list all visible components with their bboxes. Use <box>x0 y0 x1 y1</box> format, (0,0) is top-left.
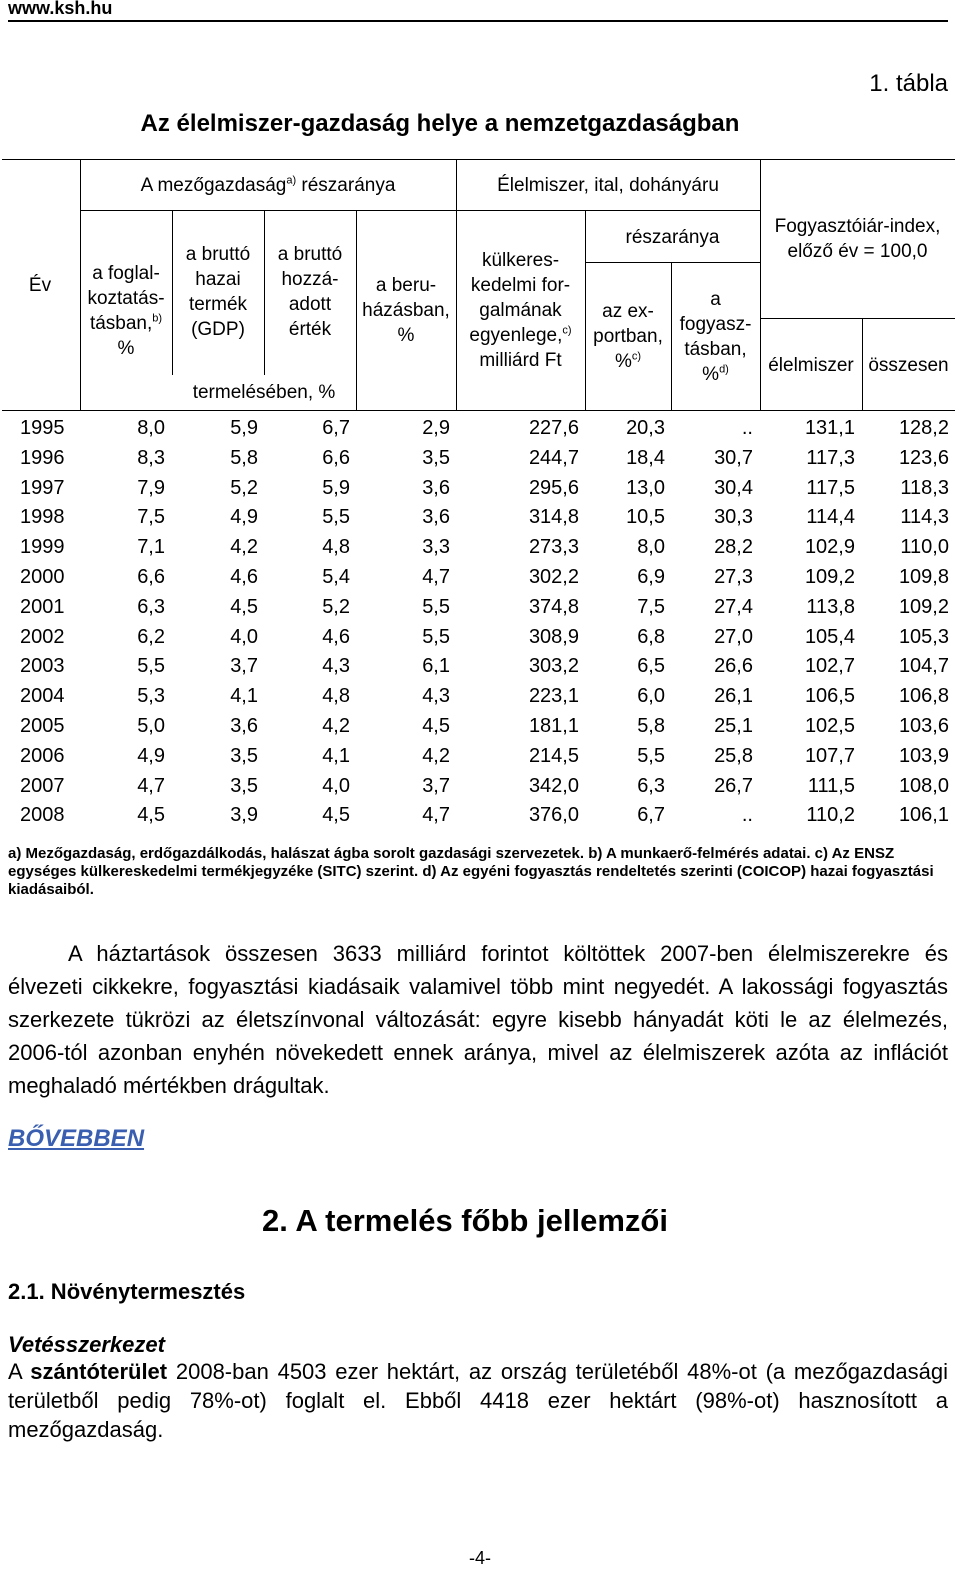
table-cell: 5,5 <box>322 506 350 529</box>
table-cell: 3,6 <box>422 476 450 499</box>
table-cell: 8,0 <box>637 536 665 559</box>
year-cell: 1997 <box>20 476 65 499</box>
table-cell: 106,1 <box>898 804 949 827</box>
table-cell: 8,0 <box>137 417 165 439</box>
table-cell: 5,0 <box>137 715 165 737</box>
table-cell: 102,5 <box>804 715 855 737</box>
table-cell: 7,5 <box>137 506 165 529</box>
header-ev: Év <box>28 275 52 296</box>
table-cell: 26,6 <box>714 655 753 678</box>
table-cell: 6,5 <box>637 655 665 678</box>
table-row <box>0 566 960 596</box>
table-cell: 5,9 <box>230 417 258 439</box>
table-row <box>0 596 960 626</box>
table-row <box>0 685 960 715</box>
table-row <box>0 447 960 477</box>
header-elelmiszer-group: Élelmiszer, ital, dohányáru <box>497 175 719 196</box>
table-cell: 5,8 <box>230 446 258 469</box>
header-line: milliárd Ft <box>479 350 562 371</box>
table-cell: 18,4 <box>626 446 665 469</box>
table-cell: 4,8 <box>322 685 350 708</box>
table-cell: 3,9 <box>230 804 258 827</box>
table-row <box>0 536 960 566</box>
header-line: Fogyasztóiár-index, <box>774 216 941 237</box>
table-cell: 114,4 <box>806 506 855 529</box>
table-row <box>0 745 960 775</box>
table-cell: 30,3 <box>714 506 753 529</box>
table-cell: 314,8 <box>528 506 579 529</box>
table-cell: 6,0 <box>637 685 665 708</box>
table-cell: 3,6 <box>422 506 450 529</box>
table-row <box>0 477 960 507</box>
header-text: egyenlege, <box>469 325 563 346</box>
header-line: koztatás- <box>87 288 165 309</box>
table-cell: 109,2 <box>898 595 949 618</box>
table-cell: 4,6 <box>322 625 350 648</box>
footnote-marker: c) <box>562 324 572 337</box>
table-cell: 181,1 <box>528 715 579 737</box>
table-cell: 106,8 <box>898 685 949 708</box>
year-cell: 2002 <box>20 625 65 648</box>
table-cell: 102,9 <box>804 536 855 559</box>
table-cell: 5,8 <box>637 715 665 737</box>
table-cell: 7,1 <box>137 536 165 559</box>
table-cell: 3,7 <box>422 774 450 797</box>
header-line <box>671 362 760 387</box>
header-osszesen: összesen <box>868 355 949 376</box>
table-cell: 20,3 <box>626 417 665 439</box>
subsubsection-heading: Vetésszerkezet <box>8 1332 165 1357</box>
year-cell: 2001 <box>20 595 65 618</box>
header-line <box>585 349 671 374</box>
table-cell: 302,2 <box>528 566 579 588</box>
year-cell: 1999 <box>20 536 65 559</box>
header-line: előző év = 100,0 <box>787 241 928 262</box>
table-cell: 4,3 <box>422 685 450 708</box>
table-cell: 4,5 <box>230 595 258 618</box>
year-cell: 2004 <box>20 685 65 708</box>
header-line: külkeres- <box>481 250 560 271</box>
table-cell: 117,5 <box>806 476 855 499</box>
table-cell: 4,2 <box>230 536 258 559</box>
footnote-marker: c) <box>631 350 642 363</box>
table-cell: 118,3 <box>900 476 949 499</box>
header-text: tásban, <box>89 313 153 334</box>
header-line: termék <box>188 294 248 315</box>
table-cell: 110,0 <box>900 536 949 559</box>
year-cell: 1996 <box>20 446 65 469</box>
table-cell: 4,0 <box>322 774 350 797</box>
table-cell: 227,6 <box>528 417 579 439</box>
table-title-text: Az élelmiszer-gazdaság helye a nemzetgazdaságban <box>140 110 740 137</box>
table-cell: 7,9 <box>137 476 165 499</box>
header-line: fogyasz- <box>679 314 752 335</box>
table-cell: 26,7 <box>714 774 753 797</box>
table-cell: 5,4 <box>322 566 350 588</box>
table-row <box>0 655 960 685</box>
year-cell: 2006 <box>20 744 65 767</box>
header-text: A mezőgazdaság <box>140 175 287 196</box>
table-cell: 105,3 <box>898 625 949 648</box>
table-cell: 6,2 <box>137 625 165 648</box>
paragraph-szantoterulet <box>8 1357 948 1444</box>
header-line: hozzá- <box>281 269 339 290</box>
table-cell: 4,0 <box>230 625 258 648</box>
table-cell: 27,4 <box>714 595 753 618</box>
header-line: hazai <box>195 269 241 290</box>
table-cell: 3,3 <box>422 536 450 559</box>
table-number: 1. tábla <box>869 70 948 97</box>
table-cell: 4,7 <box>422 804 450 827</box>
table-title <box>0 110 960 138</box>
header-line <box>456 323 585 348</box>
table-row <box>0 626 960 656</box>
header-line <box>80 311 172 336</box>
table-cell: 109,8 <box>898 566 949 588</box>
table-cell: 295,6 <box>528 476 579 499</box>
table-cell: 108,0 <box>898 774 949 797</box>
table-cell: 114,3 <box>900 506 949 529</box>
table-cell: 5,9 <box>322 476 350 499</box>
header-line: az ex- <box>602 301 654 322</box>
site-url[interactable]: www.ksh.hu <box>8 0 113 18</box>
table-cell: 5,3 <box>137 685 165 708</box>
subsection-heading: 2.1. Növénytermesztés <box>8 1279 246 1304</box>
table-cell: 5,5 <box>137 655 165 678</box>
table-cell: 4,5 <box>137 804 165 827</box>
table-cell: 104,7 <box>898 655 949 678</box>
table-cell: 4,7 <box>137 774 165 797</box>
footnote-marker: b) <box>152 312 163 325</box>
header-line: a foglal- <box>92 263 160 284</box>
year-cell: 2008 <box>20 804 65 827</box>
table-cell: 6,9 <box>637 566 665 588</box>
table-cell: .. <box>741 417 753 439</box>
table-cell: 4,5 <box>322 804 350 827</box>
header-termeleseben: termelésében, % <box>192 382 336 403</box>
table-cell: 4,8 <box>322 536 350 559</box>
header-rule-reszaranya <box>585 262 760 263</box>
table-cell: 8,3 <box>137 446 165 469</box>
table-cell: 123,6 <box>898 446 949 469</box>
table-row <box>0 715 960 745</box>
table-row <box>0 804 960 834</box>
header-text: % <box>702 364 720 385</box>
header-mezogazdasag-group <box>80 173 456 198</box>
table-cell: 4,9 <box>230 506 258 529</box>
header-line: a bruttó <box>185 244 251 265</box>
table-cell: 25,1 <box>714 715 753 737</box>
table-cell: 113,8 <box>806 595 855 618</box>
table-cell: 128,2 <box>898 417 949 439</box>
table-cell: 6,6 <box>322 446 350 469</box>
table-cell: 3,5 <box>422 446 450 469</box>
table-cell: 4,6 <box>230 566 258 588</box>
table-cell: 223,1 <box>528 685 579 708</box>
header-hozzaadott <box>264 242 356 342</box>
table-cell: 5,2 <box>322 595 350 618</box>
table-cell: 244,7 <box>528 446 579 469</box>
header-rule-group <box>80 210 760 211</box>
table-cell: 111,5 <box>807 774 855 797</box>
table-cell: 10,5 <box>626 506 665 529</box>
header-rule-arindex <box>760 318 955 319</box>
header-elelmiszer: élelmiszer <box>768 355 854 376</box>
header-line: a beru- <box>375 275 437 296</box>
header-line: kedelmi for- <box>470 275 571 296</box>
paragraph-bold: szántóterület <box>30 1359 168 1384</box>
table-cell: 30,4 <box>714 476 753 499</box>
year-cell: 2005 <box>20 715 65 737</box>
table-cell: 303,2 <box>528 655 579 678</box>
header-line: adott <box>288 294 332 315</box>
table-row <box>0 417 960 447</box>
table-cell: 27,0 <box>714 625 753 648</box>
table-cell: 107,7 <box>804 744 855 767</box>
table-cell: 4,7 <box>422 566 450 588</box>
table-cell: 25,8 <box>714 744 753 767</box>
table-cell: 3,6 <box>230 715 258 737</box>
table-cell: 26,1 <box>714 685 753 708</box>
year-cell: 2000 <box>20 566 65 588</box>
footnote-marker: a) <box>286 174 297 187</box>
table-cell: 3,5 <box>230 744 258 767</box>
header-fogyasztas <box>671 287 760 387</box>
paragraph-household: A háztartások összesen 3633 milliárd forintot költöttek 2007-ben élelmiszerekre és élvezeti cikkekre, fogyasztási kiadásaik valamivel több mint negyedét. A lakossági fogyasztás szerkezete tükrözi az életszínvonal változását: egyre kisebb hányadát köti le az élelmezés, 2006-tól azonban enyhén növekedett ennek aránya, mivel az élelmiszerek azóta az inflációt meghaladó mértékben drágultak. <box>8 941 948 1098</box>
table-cell: 28,2 <box>714 536 753 559</box>
table-cell: 5,5 <box>422 595 450 618</box>
table-cell: 13,0 <box>626 476 665 499</box>
header-line: portban, <box>593 326 663 347</box>
header-line: tásban, <box>684 339 747 360</box>
table-cell: 5,2 <box>230 476 258 499</box>
paragraph-text: 2008-ban 4503 ezer hektárt, az ország területéből 48%-ot (a mezőgazdasági területből pedig 78%-ot) foglalt el. Ebből 4418 ezer hektárt (98%-ot) hasznosított a mezőgazdaság. <box>8 1359 948 1442</box>
table-row <box>0 775 960 805</box>
header-line: a bruttó <box>277 244 343 265</box>
table-cell: 131,1 <box>804 417 855 439</box>
header-gdp <box>172 242 264 342</box>
table-cell: 110,2 <box>806 804 855 827</box>
table-cell: 106,5 <box>804 685 855 708</box>
table-cell: 30,7 <box>714 446 753 469</box>
header-arindex <box>760 214 955 264</box>
table-cell: 117,3 <box>806 446 855 469</box>
year-cell: 1998 <box>20 506 65 529</box>
table-cell: 4,2 <box>322 715 350 737</box>
header-line: galmának <box>479 300 562 321</box>
table-cell: 6,3 <box>137 595 165 618</box>
table-cell: 6,6 <box>137 566 165 588</box>
table-cell: 103,9 <box>898 744 949 767</box>
year-cell: 1995 <box>20 417 65 439</box>
year-cell: 2007 <box>20 774 65 797</box>
header-line: a <box>710 289 721 310</box>
table-cell: 308,9 <box>528 625 579 648</box>
table-cell: 6,7 <box>637 804 665 827</box>
table-cell: 4,2 <box>422 744 450 767</box>
table-cell: 273,3 <box>528 536 579 559</box>
table-cell: 374,8 <box>528 595 579 618</box>
table-row <box>0 506 960 536</box>
footnote: a) Mezőgazdaság, erdőgazdálkodás, halászat ágba sorolt gazdasági szervezetek. b) A munkaerő-felmérés adatai. c) Az ENSZ egységes külkereskedelmi termékjegyzéke (SITC) szerint. d) Az egyéni fogyasztás rendeltetés szerinti (COICOP) hazai fogyasztási kiadásaiból. <box>8 845 934 898</box>
header-rule-bottom <box>2 410 955 411</box>
header-reszaranya: részaránya <box>625 227 720 248</box>
year-cell: 2003 <box>20 655 65 678</box>
header-export <box>585 299 671 374</box>
header-kulker <box>456 248 585 373</box>
table-cell: 109,2 <box>804 566 855 588</box>
table-cell: 2,9 <box>422 417 450 439</box>
table-cell: 5,5 <box>637 744 665 767</box>
header-text: % <box>614 351 632 372</box>
header-text: részaránya <box>296 175 396 196</box>
table-cell: 5,5 <box>422 625 450 648</box>
table-cell: 6,3 <box>637 774 665 797</box>
table-cell: 6,8 <box>637 625 665 648</box>
header-foglalkoztatas <box>80 261 172 361</box>
table-cell: 4,5 <box>422 715 450 737</box>
table-cell: 4,1 <box>230 685 258 708</box>
table-cell: 102,7 <box>804 655 855 678</box>
header-rule-top <box>2 159 955 160</box>
header-line: % <box>397 325 415 346</box>
header-line: % <box>117 338 135 359</box>
table-cell: 4,3 <box>322 655 350 678</box>
table-cell: 376,0 <box>528 804 579 827</box>
table-cell: 214,5 <box>528 744 579 767</box>
table-cell: 3,7 <box>230 655 258 678</box>
table-cell: 4,1 <box>322 744 350 767</box>
header-rule <box>8 20 948 22</box>
table-cell: 6,7 <box>322 417 350 439</box>
header-line: érték <box>288 319 332 340</box>
table-cell: 103,6 <box>898 715 949 737</box>
header-line: (GDP) <box>191 319 245 340</box>
table-cell: 27,3 <box>714 566 753 588</box>
table-cell: 6,1 <box>422 655 450 678</box>
header-beruhazas <box>356 273 456 348</box>
more-link[interactable]: BŐVEBBEN <box>8 1125 145 1152</box>
footnote-marker: d) <box>719 363 729 376</box>
table-cell: 4,9 <box>137 744 165 767</box>
header-line: házásban, <box>362 300 450 321</box>
table-cell: 3,5 <box>230 774 258 797</box>
table-cell: .. <box>741 804 753 827</box>
table-cell: 105,4 <box>804 625 855 648</box>
page-number: -4- <box>469 1548 491 1568</box>
table-cell: 342,0 <box>528 774 579 797</box>
paragraph-text: A <box>8 1359 31 1384</box>
section-heading: 2. A termelés főbb jellemzői <box>262 1203 668 1238</box>
table-cell: 7,5 <box>637 595 665 618</box>
